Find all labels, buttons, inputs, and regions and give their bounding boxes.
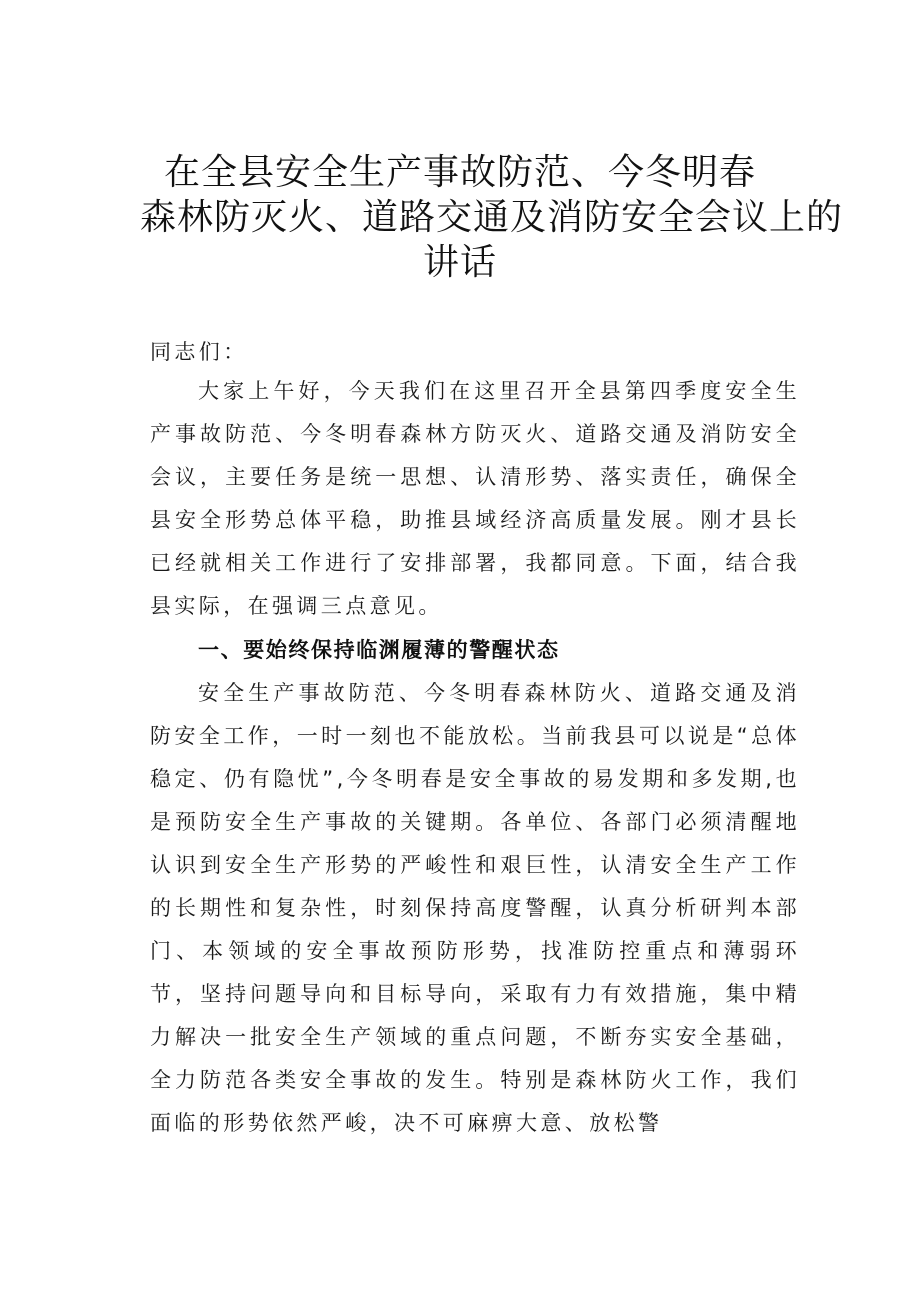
paragraph-intro: 大家上午好，今天我们在这里召开全县第四季度安全生产事故防范、今冬明春森林方防灭火、道路交通及消防安全会议，主要任务是统一思想、认清形势、落实责任，确保全县安全形势总体平稳，助推县域经济高质量发展。刚才县长已经就相关工作进行了安排部署，我都同意。下面，结合我县实际，在强调三点意见。 bbox=[150, 379, 800, 618]
title-line-2: 森林防灭火、道路交通及消防安全会议上的 bbox=[140, 197, 844, 238]
paragraph-section-1: 安全生产事故防范、今冬明春森林防火、道路交通及消防安全工作，一时一刻也不能放松。当前我县可以说是“总体稳定、仍有隐忧”,今冬明春是安全事故的易发期和多发期,也是预防安全生产事故的关键期。各单位、各部门必须清醒地认识到安全生产形势的严峻性和艰巨性，认清安全生产工作的长期性和复杂性，时刻保持高度警醒，认真分析研判本部门、本领域的安全事故预防形势，找准防控重点和薄弱环节，坚持问题导向和目标导向，采取有力有效措施，集中精力解决一批安全生产领域的重点问题，不断夯实安全基础，全力防范各类安全事故的发生。特别是森林防火工作，我们面临的形势依然严峻，决不可麻痹大意、放松警 bbox=[150, 681, 800, 1135]
title-line-3: 讲话 bbox=[422, 242, 497, 283]
salutation: 同志们： bbox=[150, 340, 248, 364]
title-line-1: 在全县安全生产事故防范、今冬明春 bbox=[163, 152, 756, 193]
document-title bbox=[140, 150, 844, 285]
section-heading-1: 一、要始终保持临渊履薄的警醒状态 bbox=[198, 638, 560, 662]
